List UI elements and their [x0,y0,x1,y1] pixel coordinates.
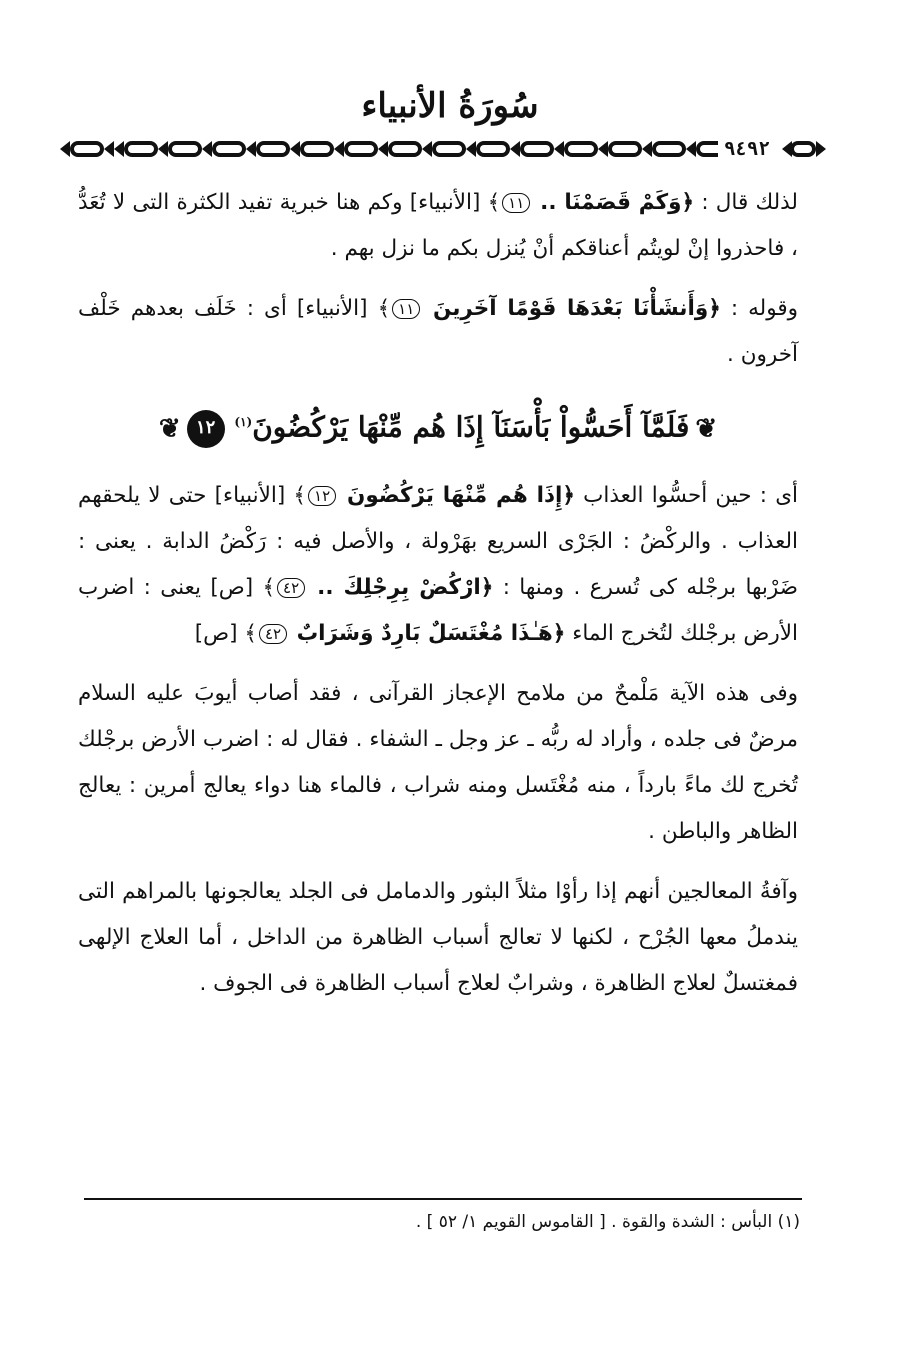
verse-number: ٤٢ [259,624,287,644]
quran-quote: ﴿وَأَنشَأْنَا بَعْدَهَا قَوْمًا آخَرِينَ [422,296,721,321]
verse-heading-text: فَلَمَّآ أَحَسُّواْ بَأْسَنَآ إِذَا هُم مِّنْهَا يَرْكُضُونَ [252,410,690,444]
verse-number-badge: ١٢ [187,410,225,448]
text-span: لذلك قال : [694,190,798,215]
paragraph-1 [78,180,798,272]
flourish-left-icon: ❦ [158,413,181,444]
page-body [78,180,798,1021]
footnote: (١) البأس : الشدة والقوة . [ القاموس القويم ١/ ٥٢ ] . [415,1212,800,1232]
verse-number: ١١ [502,193,530,213]
verse-number: ١٢ [308,486,336,506]
paragraph-2 [78,286,798,378]
text-span: أى : حين أحسُّوا العذاب [574,482,798,508]
paragraph-3 [78,473,798,657]
quran-quote: ﴿وَكَمْ قَصَمْنَا .. [532,190,695,215]
text-span: ﴾ [الأنبياء] أى : خَلَف بعدهم خَلْف آخرون . [78,296,798,367]
verse-heading [78,392,798,459]
text-span: ﴾ [ص] يعنى : اضرب الأرض برجْلك لتُخرج الماء [78,574,798,646]
ornament-border-icon [60,138,826,160]
quran-quote: ﴿إِذَا هُم مِّنْهَا يَرْكُضُونَ [338,482,575,508]
text-span: ﴾ [ص] [194,620,257,646]
surah-title: سُورَةُ الأنبياء [361,86,539,126]
footnote-divider [84,1198,802,1200]
quran-quote: ﴿ارْكُضْ بِرِجْلِكَ .. [307,574,494,600]
paragraph-5: وآفةُ المعالجين أنهم إذا رأوْا مثلاً البثور والدمامل فى الجلد يعالجونها بالمراهم التى يندملُ معها الجُرْح ، لكنها لا تعالج أسباب الظاهرة من الداخل ، أما العلاج الإلهى فمغتسلٌ لعلاج الظاهرة ، وشرابٌ لعلاج أسباب الظاهرة فى الجوف . [78,878,798,996]
text-span: وقوله : [720,296,798,321]
quran-quote: ﴿هَـٰذَا مُغْتَسَلٌ بَارِدٌ وَشَرَابٌ [289,620,566,646]
text-span: ﴾ [الأنبياء] وكم هنا خبرية تفيد الكثرة التى لا تُعَدُّ ، فاحذروا إنْ لويتُم أعناقكم أنْ يُنزل بكم ما نزل بهم . [78,190,798,261]
paragraph-4: وفى هذه الآية مَلْمحٌ من ملامح الإعجاز القرآنى ، فقد أصاب أيوبَ عليه السلام مرضٌ فى جلده ، وأراد له ربُّه ـ عز وجل ـ الشفاء . فقال له : اضرب الأرض برجْلك تُخرج لك ماءً بارداً ، منه مُغْتَسل ومنه شراب ، فالماء هنا دواء يعالج أمرين : يعالج الظاهر والباطن . [78,680,798,844]
text-span: ﴾ [الأنبياء] حتى لا يلحقهم العذاب . والركْضُ : الجَرْى السريع بهَرْولة ، والأصل فيه : رَكْضُ الدابة . يعنى : ضَرْبها برجْله كى تُسرع . ومنها : [78,482,799,600]
verse-number: ٤٢ [277,578,305,598]
footnote-ref: (١) [234,415,253,429]
verse-number: ١١ [392,299,420,319]
page-number: ٩٤٩٢ [718,138,776,160]
flourish-right-icon: ❦ [695,413,718,444]
page-header [0,80,898,170]
